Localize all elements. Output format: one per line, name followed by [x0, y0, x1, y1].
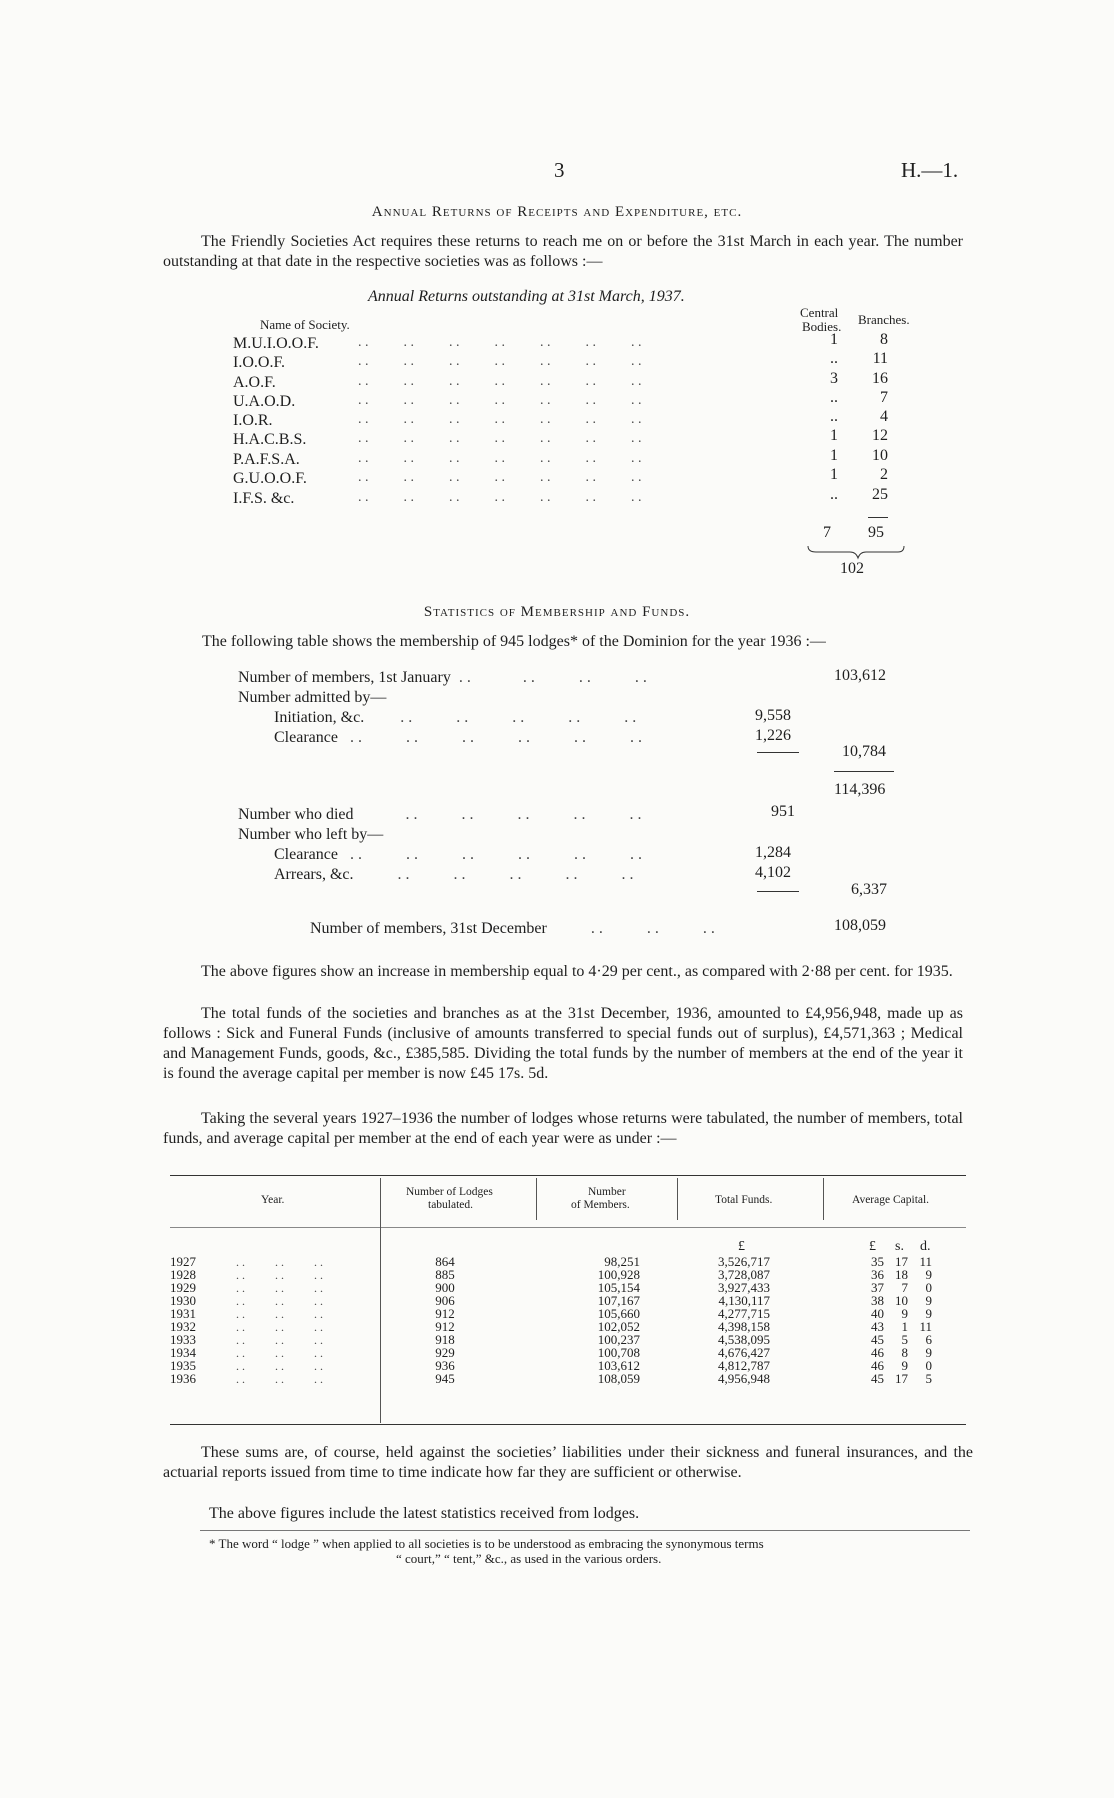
capital-shillings-cell: 5	[901, 1332, 908, 1347]
capital-pence-cell: 9	[925, 1267, 932, 1282]
died-label: Number who died . . . . . . . . . .	[238, 806, 642, 823]
year-cell: 1935	[170, 1358, 196, 1373]
grand-total: 102	[840, 560, 864, 577]
branches-count: 10	[872, 447, 888, 464]
central-bodies-count: ..	[830, 350, 838, 367]
capital-shillings-cell: 10	[895, 1293, 908, 1308]
grand-total-brace	[806, 544, 906, 560]
year-cell: 1930	[170, 1293, 196, 1308]
leader-dots: . . . . . . . . . . . . . .	[358, 335, 642, 350]
members-cell: 105,154	[597, 1280, 640, 1295]
year-cell: 1932	[170, 1319, 196, 1334]
society-name: M.U.I.O.O.F.	[233, 335, 319, 352]
central-bodies-count: ..	[830, 408, 838, 425]
capital-pounds-cell: 46	[871, 1345, 884, 1360]
capital-pounds-cell: 45	[871, 1371, 884, 1386]
years-table-bottom-rule	[170, 1424, 966, 1425]
capital-pence-cell: 9	[925, 1293, 932, 1308]
members-cell: 100,928	[597, 1267, 640, 1282]
branches-count: 4	[880, 408, 888, 425]
subtotal-rule	[834, 771, 894, 772]
capital-pounds-cell: 38	[871, 1293, 884, 1308]
capital-shillings-cell: 9	[901, 1358, 908, 1373]
capital-pence-cell: 5	[925, 1371, 932, 1386]
members-cell: 108,059	[597, 1371, 640, 1386]
years-table-divider-2	[536, 1178, 537, 1220]
central-bodies-count: ..	[830, 389, 838, 406]
capital-shillings-cell: 7	[901, 1280, 908, 1295]
clearance-in-label: Clearance . . . . . . . . . . . .	[274, 729, 642, 746]
capital-shillings-cell: 17	[895, 1371, 908, 1386]
capital-pence-cell: 11	[919, 1319, 932, 1334]
years-header-capital: Average Capital.	[852, 1194, 930, 1206]
funds-cell: 3,728,087	[718, 1267, 770, 1282]
central-bodies-count: 3	[830, 370, 838, 387]
society-name: I.F.S. &c.	[233, 490, 295, 507]
years-table-divider-3	[677, 1178, 678, 1220]
year-cell: 1936	[170, 1371, 196, 1386]
members-cell: 102,052	[597, 1319, 640, 1334]
capital-pounds-cell: 35	[871, 1254, 884, 1269]
capital-pounds-cell: 43	[871, 1319, 884, 1334]
members-cell: 100,237	[597, 1332, 640, 1347]
capital-pounds-cell: 37	[871, 1280, 884, 1295]
document-reference: H.—1.	[901, 158, 959, 182]
leader-dots: . . . . . .	[236, 1281, 323, 1295]
funds-cell: 4,812,787	[718, 1358, 770, 1373]
left-total: 6,337	[851, 881, 887, 898]
funds-cell: 4,956,948	[718, 1371, 770, 1386]
footnote-line-2: “ court,” “ tent,” &c., as used in the various orders.	[396, 1551, 662, 1566]
branches-count: 12	[872, 427, 888, 444]
leader-dots: . . . . . .	[236, 1255, 323, 1269]
left-rule	[757, 891, 799, 892]
years-header-funds: Total Funds.	[715, 1194, 773, 1206]
arrears-value: 4,102	[755, 864, 791, 881]
central-bodies-count: ..	[830, 486, 838, 503]
members-cell: 105,660	[597, 1306, 640, 1321]
closing-paragraph: These sums are, of course, held against the societies’ liabilities under their sickness and funeral insurances, and the actuarial reports issued from time to time indicate how far they are sufficient or otherwise.	[163, 1444, 973, 1481]
page-number: 3	[554, 158, 565, 182]
central-bodies-count: 1	[830, 466, 838, 483]
leader-dots: . . . . . . . . . . . . . .	[358, 412, 642, 427]
central-bodies-count: 1	[830, 447, 838, 464]
members-dec-label: Number of members, 31st December . . . . . .	[310, 920, 715, 937]
capital-pence-cell: 11	[919, 1254, 932, 1269]
total-branches: 95	[868, 524, 884, 541]
branches-count: 16	[872, 370, 888, 387]
members-jan-value: 103,612	[834, 667, 886, 684]
years-table-divider-1	[380, 1178, 381, 1423]
clearance-out-value: 1,284	[755, 844, 791, 861]
leader-dots: . . . . . . . . . . . . . .	[358, 451, 642, 466]
died-value: 951	[771, 803, 795, 820]
admitted-rule	[757, 752, 799, 753]
leader-dots: . . . . . .	[236, 1307, 323, 1321]
capital-pounds-cell: 46	[871, 1358, 884, 1373]
years-header-members-2: of Members.	[571, 1199, 630, 1211]
arrears-label: Arrears, &c. . . . . . . . . . .	[274, 866, 634, 883]
leader-dots: . . . . . . . . . . . . . .	[358, 374, 642, 389]
branches-count: 11	[872, 350, 888, 367]
capital-shillings-cell: 17	[895, 1254, 908, 1269]
society-name: H.A.C.B.S.	[233, 431, 307, 448]
years-header-lodges-2: tabulated.	[428, 1199, 474, 1211]
society-name: U.A.O.D.	[233, 393, 296, 410]
central-bodies-count: 1	[830, 331, 838, 348]
leader-dots: . . . . . .	[236, 1346, 323, 1360]
years-intro-paragraph: Taking the several years 1927–1936 the number of lodges whose returns were tabulated, the number of members, total funds, and average capital per member at the end of each year were as under :—	[163, 1110, 963, 1147]
capital-shillings-cell: 1	[901, 1319, 908, 1334]
members-cell: 103,612	[597, 1358, 640, 1373]
section-heading-statistics: Statistics of Membership and Funds.	[423, 604, 691, 620]
funds-cell: 3,927,433	[718, 1280, 770, 1295]
lodges-cell: 885	[435, 1267, 455, 1282]
leader-dots: . . . . . . . . . . . . . .	[358, 431, 642, 446]
left-label: Number who left by—	[238, 826, 384, 843]
funds-cell: 4,676,427	[718, 1345, 770, 1360]
year-cell: 1933	[170, 1332, 196, 1347]
capital-pence-cell: 9	[925, 1306, 932, 1321]
lodges-cell: 900	[435, 1280, 455, 1295]
units-pence: d.	[920, 1239, 931, 1254]
years-table-divider-4	[823, 1178, 824, 1220]
lodges-cell: 945	[435, 1371, 455, 1386]
funds-cell: 4,277,715	[718, 1306, 770, 1321]
funds-cell: 3,526,717	[718, 1254, 770, 1269]
year-cell: 1928	[170, 1267, 196, 1282]
outstanding-table-caption: Annual Returns outstanding at 31st March, 1937.	[368, 288, 685, 305]
branches-count: 7	[880, 389, 888, 406]
footnote-line-1: * The word “ lodge ” when applied to all societies is to be understood as embracing the synonymous terms	[209, 1536, 764, 1551]
funds-cell: 4,538,095	[718, 1332, 770, 1347]
leader-dots: . . . . . . . . . . . . . .	[358, 354, 642, 369]
society-name: P.A.F.S.A.	[233, 451, 300, 468]
total-rule-branches	[868, 517, 888, 518]
society-name: A.O.F.	[233, 374, 276, 391]
capital-pounds-cell: 45	[871, 1332, 884, 1347]
section-heading-annual-returns: Annual Returns of Receipts and Expenditure, etc.	[371, 204, 743, 220]
lodges-cell: 864	[435, 1254, 455, 1269]
leader-dots: . . . . . . . . . . . . . .	[358, 490, 642, 505]
year-cell: 1929	[170, 1280, 196, 1295]
society-name: I.O.R.	[233, 412, 273, 429]
increase-paragraph: The above figures show an increase in membership equal to 4·29 per cent., as compared with 2·88 per cent. for 1935.	[201, 963, 953, 980]
latest-statistics-note: The above figures include the latest statistics received from lodges.	[209, 1505, 640, 1522]
clearance-in-value: 1,226	[755, 727, 791, 744]
column-header-central-2: Bodies.	[802, 319, 842, 334]
society-name: I.O.O.F.	[233, 354, 286, 371]
lodges-cell: 918	[435, 1332, 455, 1347]
total-central: 7	[823, 524, 831, 541]
column-header-society: Name of Society.	[260, 317, 350, 332]
capital-shillings-cell: 9	[901, 1306, 908, 1321]
clearance-out-label: Clearance . . . . . . . . . . . .	[274, 846, 642, 863]
members-cell: 107,167	[597, 1293, 640, 1308]
years-header-year: Year.	[261, 1194, 285, 1206]
years-header-members-1: Number	[588, 1186, 626, 1198]
capital-pence-cell: 9	[925, 1345, 932, 1360]
leader-dots: . . . . . .	[236, 1268, 323, 1282]
members-cell: 100,708	[597, 1345, 640, 1360]
statistics-intro: The following table shows the membership of 945 lodges* of the Dominion for the year 1936 :—	[202, 633, 826, 650]
units-funds: £	[738, 1239, 745, 1254]
central-bodies-count: 1	[830, 427, 838, 444]
units-shillings: s.	[895, 1239, 904, 1254]
leader-dots: . . . . . .	[236, 1372, 323, 1386]
leader-dots: . . . . . .	[236, 1320, 323, 1334]
lodges-cell: 912	[435, 1319, 455, 1334]
column-header-central-1: Central	[800, 305, 839, 320]
lodges-cell: 912	[435, 1306, 455, 1321]
column-header-branches: Branches.	[858, 312, 910, 327]
capital-pence-cell: 6	[925, 1332, 932, 1347]
lodges-cell: 929	[435, 1345, 455, 1360]
years-table-header-rule	[170, 1227, 966, 1228]
capital-shillings-cell: 18	[895, 1267, 908, 1282]
leader-dots: . . . . . . . . . . . . . .	[358, 470, 642, 485]
admitted-total: 10,784	[842, 743, 886, 760]
branches-count: 8	[880, 331, 888, 348]
leader-dots: . . . . . .	[236, 1359, 323, 1373]
capital-shillings-cell: 8	[901, 1345, 908, 1360]
footnote-rule	[200, 1530, 970, 1531]
returns-paragraph: The Friendly Societies Act requires these returns to reach me on or before the 31st March in each year. The number outstanding at that date in the respective societies was as follows :—	[163, 233, 963, 270]
leader-dots: . . . . . .	[236, 1333, 323, 1347]
branches-count: 2	[880, 466, 888, 483]
years-table-top-rule	[170, 1175, 966, 1176]
branches-count: 25	[872, 486, 888, 503]
members-cell: 98,251	[604, 1254, 640, 1269]
members-dec-value: 108,059	[834, 917, 886, 934]
leader-dots: . . . . . .	[236, 1294, 323, 1308]
funds-cell: 4,398,158	[718, 1319, 770, 1334]
members-jan-label: Number of members, 1st January . . . . . . . .	[238, 669, 647, 686]
admitted-label: Number admitted by—	[238, 689, 387, 706]
capital-pence-cell: 0	[925, 1280, 932, 1295]
lodges-cell: 906	[435, 1293, 455, 1308]
funds-cell: 4,130,117	[718, 1293, 770, 1308]
year-cell: 1931	[170, 1306, 196, 1321]
capital-pounds-cell: 36	[871, 1267, 884, 1282]
initiation-label: Initiation, &c. . . . . . . . . . .	[274, 709, 637, 726]
total-funds-paragraph: The total funds of the societies and branches as at the 31st December, 1936, amounted to £4,956,948, made up as follows : Sick and Funeral Funds (inclusive of amounts transferred to special funds out of surplus), £4,571,363 ; Medical and Management Funds, goods, &c., £385,585. Dividing the total funds by the number of members at the end of the year it is found the average capital per member is now £45 17s. 5d.	[163, 1005, 963, 1082]
society-name: G.U.O.O.F.	[233, 470, 307, 487]
leader-dots: . . . . . . . . . . . . . .	[358, 393, 642, 408]
year-cell: 1927	[170, 1254, 196, 1269]
initiation-value: 9,558	[755, 707, 791, 724]
lodges-cell: 936	[435, 1358, 455, 1373]
capital-pence-cell: 0	[925, 1358, 932, 1373]
units-pounds: £	[869, 1239, 876, 1254]
capital-pounds-cell: 40	[871, 1306, 884, 1321]
subtotal: 114,396	[834, 781, 886, 798]
year-cell: 1934	[170, 1345, 196, 1360]
years-header-lodges-1: Number of Lodges	[406, 1186, 493, 1198]
